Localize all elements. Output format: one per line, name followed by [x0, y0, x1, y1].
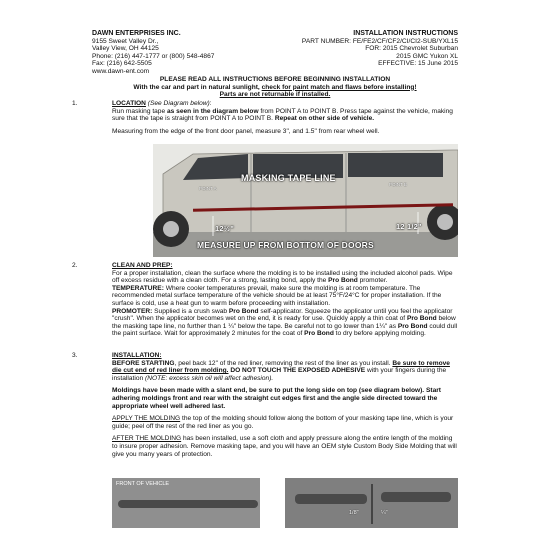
point-a-label: POINT A [199, 186, 217, 191]
section-heading: INSTALLATION: [112, 352, 162, 359]
text-run: the top of the molding should follow along the bottom of your masking tape line, which is your guide; peel off the rest of the red liner as you go. [112, 415, 454, 430]
section-number: 2. [72, 262, 78, 269]
document-title: INSTALLATION INSTRUCTIONS [353, 30, 458, 37]
section-installation [72, 352, 458, 458]
text-run: has been installed, use a soft cloth and apply pressure along the entire length of the molding to insure proper adhesion. Remove masking tape, and you will have an OEM style Custom Body Side Molding that will give you many years of protection. [112, 435, 457, 458]
promoter-label: PROMOTER: [112, 307, 153, 315]
adhesion-note: (NOTE: excess skin oil will affect adhesion). [145, 374, 274, 382]
notice-block [92, 76, 458, 99]
gap-measure-label: 1/8" [349, 510, 359, 516]
masking-tape-label: MASKING TAPE LINE [241, 173, 336, 183]
text-run: Where cooler temperatures prevail, make sure the molding is at room temperature. The recommended metal surface temperature of the vehicle should be at least 75°F/24°C for proper installation. If the surface is cold, use a heat gun to warm before proceeding with installation. [112, 284, 442, 307]
text-run: Run masking tape [112, 107, 167, 115]
text-run-bold: as seen in the diagram below [166, 107, 259, 115]
text-run: Supplied is a crush swab [152, 307, 229, 315]
point-b-label: POINT B [389, 182, 407, 187]
website-line: www.dawn-ent.com [92, 67, 150, 75]
section-clean-prep [72, 262, 458, 338]
text-run: For a proper installation, clean the surface where the molding is to be installed using the included alcohol pads. Wipe off excess residue with a clean cloth. For a strong, lasting bond, apply the [112, 269, 453, 285]
text-run-bold: Repeat on other side of vehicle. [274, 115, 375, 123]
heading-note: (See Diagram below) [147, 100, 210, 107]
molding-strip [118, 500, 258, 508]
address-line-1: 9155 Sweet Valley Dr., [92, 37, 159, 45]
text-run: could dull the paint surface. Wait for approximately 2 minutes for the coat of [112, 322, 458, 338]
left-measurement: 12½" [215, 224, 234, 233]
section-heading: LOCATION [112, 100, 146, 107]
text-run-bold: Be sure to remove die cut end of red liner from molding. [112, 359, 450, 375]
slant-end-note: Moldings have been made with a slant end, be sure to put the long side on top (see diagram below). Start adhering moldings front and rear with the straight cut edges first and the angle side directed toward the appropriate wheel well adhered last. [112, 387, 441, 410]
notice-line-2 [92, 84, 458, 92]
part-number: PART NUMBER: FE/FE2/CF/CF2/CI/CI2-SUB/YXL15 [301, 37, 458, 45]
section-heading: CLEAN AND PREP: [112, 262, 173, 269]
front-of-vehicle-photo [112, 478, 260, 528]
text-run-bold: Pro Bond [406, 315, 437, 323]
text-run: below the masking tape line, no further than 1 ¼" below the tape. Be careful not to go lower than 1¼" as [112, 315, 456, 330]
text-run-bold: Pro Bond [304, 330, 334, 338]
section-number: 1. [72, 100, 78, 107]
measure-up-label: MEASURE UP FROM BOTTOM OF DOORS [197, 240, 374, 250]
fax-line: Fax: (216) 642-5505 [92, 60, 152, 68]
document-info [302, 30, 458, 68]
molding-strip-rear [381, 492, 451, 502]
effective-date: EFFECTIVE: 15 June 2015 [378, 60, 458, 68]
company-info [92, 30, 214, 76]
vehicle-line-2: 2015 GMC Yukon XL [396, 52, 458, 60]
front-of-vehicle-caption: FRONT OF VEHICLE [116, 481, 170, 487]
after-molding-label: AFTER THE MOLDING [112, 435, 182, 443]
right-measurement: 12 1/2" [396, 222, 422, 231]
vehicle-line-1: FOR: 2015 Chevrolet Suburban [365, 45, 458, 53]
apply-molding-label: APPLY THE MOLDING [112, 415, 181, 423]
company-name: DAWN ENTERPRISES INC. [92, 30, 181, 37]
address-line-2: Valley View, OH 44125 [92, 45, 159, 53]
text-run: to dry before applying molding. [333, 330, 426, 338]
door-gap [371, 484, 373, 524]
measure-note: Measuring from the edge of the front door panel, measure 3", and 1.5" from rear wheel well. [112, 127, 380, 135]
text-run: from POINT A to POINT B. Press tape against the vehicle, making sure that the tape is straight from POINT A to POINT B. [112, 107, 453, 123]
section-location [72, 100, 458, 135]
text-run-bold: Pro Bond [228, 307, 259, 315]
text-run: promoter. [357, 277, 388, 285]
location-diagram [153, 144, 458, 257]
text-run-bold: DO NOT TOUCH THE EXPOSED ADHESIVE [228, 367, 366, 375]
text-run: self-applicator. Squeeze the applicator until you feel the applicator "crush". When the applicator becomes wet on the end, it is ready for use. Quickly apply a thin coat of [112, 307, 453, 323]
heading-colon: : [209, 100, 212, 107]
notice-line-2b: check for paint match and flaws before installing! [261, 83, 417, 91]
notice-line-2a: With the car and part in natural sunlight, [133, 83, 262, 91]
notice-line-3: Parts are not returnable if installed. [219, 91, 331, 99]
text-run: , peel back 12" of the red liner, removing the rest of the liner as you install. [174, 359, 393, 367]
text-run-bold: BEFORE STARTING [112, 359, 175, 367]
text-run-bold: Pro Bond [328, 277, 358, 285]
gap-measure-label-2: ¼" [381, 510, 388, 516]
molding-detail-photo [285, 478, 458, 528]
text-run: with your fingers during the installation [112, 367, 447, 382]
section-number: 3. [72, 352, 78, 359]
phone-line: Phone: (216) 447-1777 or (800) 548-4867 [92, 52, 215, 60]
notice-line-1: PLEASE READ ALL INSTRUCTIONS BEFORE BEGINNING INSTALLATION [159, 76, 391, 83]
molding-strip-front [295, 494, 367, 504]
text-run-bold: Pro Bond [397, 322, 428, 330]
temperature-label: TEMPERATURE: [112, 284, 164, 292]
